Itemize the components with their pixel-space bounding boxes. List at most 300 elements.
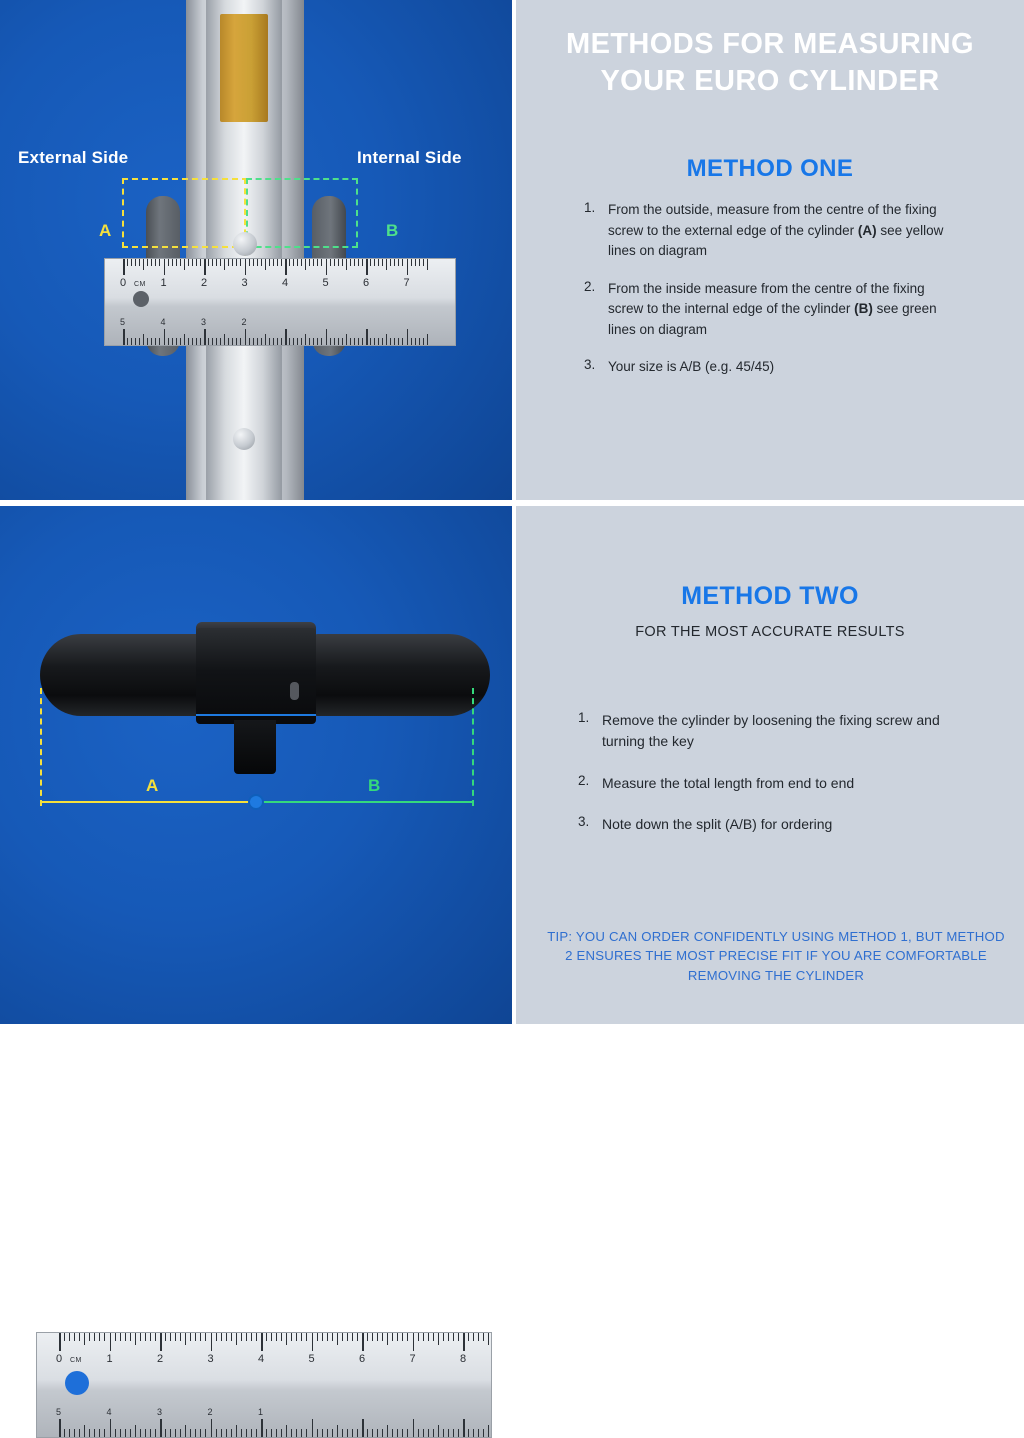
ruler-tick (367, 1429, 368, 1437)
ruler-tick (190, 1333, 191, 1341)
ruler-number: 4 (160, 317, 166, 327)
ruler-tick (301, 259, 302, 266)
ruler-tick (269, 338, 270, 345)
ruler-tick (458, 1333, 459, 1341)
ruler-tick (99, 1333, 100, 1341)
ruler-tick (285, 329, 287, 345)
ruler-tick (69, 1333, 70, 1341)
ruler-tick (366, 259, 368, 275)
ruler-tick (135, 259, 136, 266)
tip-text: TIP: YOU CAN ORDER CONFIDENTLY USING METHOD 1, BUT METHOD 2 ENSURES THE MOST PRECISE FIT IF YOU ARE COMFORTABLE REMOVING THE CYLINDER (547, 928, 1005, 984)
ruler-number: 1 (258, 1407, 264, 1417)
ruler-tick (266, 1333, 267, 1341)
ruler-tick (382, 1429, 383, 1437)
ruler-tick (204, 259, 206, 275)
ruler-tick (266, 1429, 267, 1437)
ruler-tick (236, 1333, 237, 1345)
measure-line-b (258, 801, 474, 803)
ruler-number: 2 (157, 1353, 164, 1365)
ruler-tick (261, 259, 262, 266)
ruler-tick (150, 1429, 151, 1437)
ruler-tick (367, 1333, 368, 1341)
ruler-tick (120, 1429, 121, 1437)
ruler-tick (127, 338, 128, 345)
ruler-tick (276, 1429, 277, 1437)
ruler-tick (74, 1333, 75, 1341)
ruler-tick (463, 1419, 465, 1437)
ruler-tick (358, 338, 359, 345)
cylinder-cam-highlight (196, 714, 316, 716)
step-number: 2. (578, 772, 590, 788)
ruler-tick (123, 329, 125, 345)
ruler-tick (127, 259, 128, 266)
ruler-tick (357, 1333, 358, 1341)
ruler-tick (334, 259, 335, 266)
ruler-tick (180, 1333, 181, 1341)
ruler-top-graphic (104, 258, 456, 346)
step-number: 3. (578, 813, 590, 829)
ruler-tick (362, 1419, 364, 1437)
ruler-number: 8 (460, 1353, 467, 1365)
measure-line-a (40, 801, 255, 803)
ruler-tick (200, 1429, 201, 1437)
ruler-tick (261, 338, 262, 345)
label-b-bottom: B (368, 776, 381, 795)
ruler-tick (305, 334, 306, 345)
ruler-unit-label: CM (134, 281, 146, 288)
ruler-tick (347, 1429, 348, 1437)
ruler-number: 4 (106, 1407, 112, 1417)
ruler-tick (407, 329, 409, 345)
label-external-side: External Side (18, 148, 129, 167)
ruler-tick (246, 1429, 247, 1437)
ruler-tick (195, 1429, 196, 1437)
panel-method-two-diagram (0, 506, 512, 1417)
ruler-tick (478, 1333, 479, 1341)
ruler-tick (453, 1333, 454, 1341)
ruler-tick (261, 1333, 263, 1351)
ruler-tick (180, 1429, 181, 1437)
ruler-tick (94, 1333, 95, 1341)
ruler-tick (438, 1333, 439, 1345)
ruler-tick (313, 259, 314, 266)
ruler-tick (273, 338, 274, 345)
ruler-tick (160, 1419, 162, 1437)
ruler-tick (196, 338, 197, 345)
ruler-tick (261, 1419, 263, 1437)
ruler-tick (226, 1333, 227, 1341)
ruler-tick (415, 259, 416, 266)
ruler-tick (347, 1333, 348, 1341)
ruler-tick (398, 259, 399, 266)
ruler-tick (245, 259, 247, 275)
ruler-tick (135, 338, 136, 345)
ruler-tick (286, 1333, 287, 1345)
label-a-bottom: A (146, 776, 159, 795)
ruler-tick (370, 338, 371, 345)
ruler-tick (110, 1419, 112, 1437)
ruler-tick (407, 259, 409, 275)
ruler-tick (170, 1429, 171, 1437)
ruler-tick (139, 338, 140, 345)
ruler-tick (483, 1333, 484, 1341)
ruler-number: 2 (241, 317, 247, 327)
ruler-tick (265, 259, 266, 270)
ruler-tick (190, 1429, 191, 1437)
step-text: From the outside, measure from the centre of the fixing screw to the external edge of the cylinder (A) see yellow lines on diagram (608, 202, 944, 259)
ruler-tick (64, 1429, 65, 1437)
step-text: From the inside measure from the centre of the fixing screw to the internal edge of the cylinder (B) see green lines on diagram (608, 280, 937, 337)
ruler-tick (281, 1429, 282, 1437)
ruler-tick (192, 338, 193, 345)
ruler-tick (463, 1333, 465, 1351)
ruler-tick (358, 259, 359, 266)
step-number: 1. (578, 710, 590, 725)
ruler-tick (332, 1429, 333, 1437)
ruler-tick (155, 259, 156, 266)
ruler-tick (224, 334, 225, 345)
ruler-tick (411, 259, 412, 266)
ruler-tick (443, 1333, 444, 1341)
ruler-tick (176, 259, 177, 266)
ruler-tick (281, 259, 282, 266)
ruler-tick (125, 1429, 126, 1437)
ruler-tick (337, 1425, 338, 1437)
ruler-tick (211, 1333, 213, 1351)
ruler-tick (212, 259, 213, 266)
ruler-tick (402, 259, 403, 266)
ruler-tick (155, 1333, 156, 1341)
measurement-box-a (122, 178, 248, 248)
ruler-tick (220, 259, 221, 266)
ruler-tick (257, 259, 258, 266)
ruler-tick (402, 1429, 403, 1437)
list-item (584, 200, 960, 262)
ruler-tick (205, 1333, 206, 1341)
cylinder-edge-marker-b (472, 688, 474, 806)
ruler-tick (253, 259, 254, 266)
ruler-tick (94, 1429, 95, 1437)
panel-method-two-text (516, 506, 1024, 1024)
ruler-tick (216, 259, 217, 266)
ruler-tick (205, 1429, 206, 1437)
ruler-tick (123, 259, 125, 275)
ruler-tick (289, 338, 290, 345)
ruler-tick (145, 1333, 146, 1341)
ruler-tick (208, 259, 209, 266)
ruler-tick (139, 259, 140, 266)
ruler-tick (277, 338, 278, 345)
ruler-tick (211, 1419, 213, 1437)
ruler-tick (130, 1333, 131, 1341)
ruler-tick (240, 338, 241, 345)
ruler-tick (305, 259, 306, 270)
ruler-tick (175, 1333, 176, 1341)
ruler-tick (382, 338, 383, 345)
ruler-tick (321, 259, 322, 266)
ruler-tick (382, 259, 383, 266)
ruler-tick (342, 338, 343, 345)
ruler-tick (228, 259, 229, 266)
ruler-tick (104, 1429, 105, 1437)
ruler-tick (309, 338, 310, 345)
ruler-tick (164, 259, 166, 275)
ruler-tick (200, 1333, 201, 1341)
ruler-tick (286, 1425, 287, 1437)
ruler-tick (185, 1333, 186, 1345)
lower-screw-icon (233, 428, 255, 450)
ruler-tick (277, 259, 278, 266)
ruler-tick (200, 338, 201, 345)
ruler-tick (249, 338, 250, 345)
ruler-number: 2 (201, 277, 208, 289)
ruler-tick (232, 338, 233, 345)
ruler-tick (130, 1429, 131, 1437)
ruler-tick (192, 259, 193, 266)
ruler-tick (79, 1333, 80, 1341)
ruler-number: 5 (308, 1353, 315, 1365)
ruler-tick (257, 338, 258, 345)
ruler-tick (59, 1333, 61, 1351)
ruler-tick (296, 1429, 297, 1437)
ruler-tick (176, 338, 177, 345)
ruler-tick (79, 1429, 80, 1437)
ruler-tick (241, 1333, 242, 1341)
ruler-number: 0 (120, 277, 127, 289)
method-two-subheading: FOR THE MOST ACCURATE RESULTS (635, 624, 905, 640)
ruler-tick (256, 1429, 257, 1437)
ruler-tick (313, 338, 314, 345)
ruler-tick (407, 1333, 408, 1341)
ruler-tick (386, 334, 387, 345)
ruler-tick (301, 1429, 302, 1437)
panel-method-one-diagram (0, 0, 512, 500)
ruler-tick (387, 1425, 388, 1437)
ruler-tick (448, 1429, 449, 1437)
ruler-tick (168, 259, 169, 266)
label-internal-side: Internal Side (357, 148, 462, 167)
ruler-number: 1 (106, 1353, 113, 1365)
ruler-tick (172, 259, 173, 266)
ruler-tick (433, 1333, 434, 1341)
cylinder-fixing-tab (234, 720, 276, 774)
ruler-tick (135, 1425, 136, 1437)
ruler-tick (352, 1333, 353, 1341)
ruler-tick (312, 1333, 314, 1351)
ruler-number: 3 (201, 317, 207, 327)
ruler-tick (140, 1429, 141, 1437)
ruler-tick (245, 329, 247, 345)
list-item (584, 279, 960, 341)
ruler-number: 5 (322, 277, 329, 289)
cylinder-edge-marker-a (40, 688, 42, 806)
ruler-number: 5 (56, 1407, 62, 1417)
ruler-tick (374, 338, 375, 345)
ruler-tick (143, 334, 144, 345)
ruler-unit-label: CM (70, 1357, 82, 1364)
ruler-tick (326, 329, 328, 345)
step-text: Measure the total length from end to end (602, 774, 855, 791)
ruler-tick (84, 1333, 85, 1345)
ruler-tick (413, 1419, 415, 1437)
ruler-tick (443, 1429, 444, 1437)
ruler-tick (473, 1429, 474, 1437)
ruler-tick (216, 338, 217, 345)
ruler-tick (407, 1429, 408, 1437)
method-two-heading: METHOD TWO (681, 582, 859, 610)
ruler-tick (276, 1333, 277, 1341)
ruler-tick (301, 1333, 302, 1341)
ruler-tick (382, 1333, 383, 1341)
ruler-tick (285, 259, 287, 275)
ruler-tick (164, 329, 166, 345)
ruler-tick (338, 259, 339, 266)
ruler-tick (145, 1429, 146, 1437)
ruler-tick (418, 1333, 419, 1341)
ruler-tick (170, 1333, 171, 1341)
ruler-tick (271, 1429, 272, 1437)
ruler-tick (350, 259, 351, 266)
ruler-tick (184, 334, 185, 345)
ruler-tick (281, 1333, 282, 1341)
ruler-tick (216, 1333, 217, 1341)
ruler-tick (104, 1333, 105, 1341)
ruler-number: 2 (207, 1407, 213, 1417)
ruler-tick (196, 259, 197, 266)
ruler-tick (110, 1333, 112, 1351)
ruler-tick (228, 338, 229, 345)
ruler-tick (59, 1419, 61, 1437)
ruler-tick (438, 1425, 439, 1437)
ruler-tick (89, 1429, 90, 1437)
ruler-tick (188, 259, 189, 266)
ruler-tick (251, 1429, 252, 1437)
ruler-tick (125, 1333, 126, 1341)
ruler-number: 7 (409, 1353, 416, 1365)
ruler-tick (273, 259, 274, 266)
ruler-tick (483, 1429, 484, 1437)
page-title-line2: YOUR EURO CYLINDER (600, 65, 940, 98)
ruler-tick (291, 1333, 292, 1341)
ruler-hole-icon (65, 1371, 89, 1395)
ruler-tick (478, 1429, 479, 1437)
ruler-tick (301, 338, 302, 345)
ruler-tick (468, 1333, 469, 1341)
ruler-tick (281, 338, 282, 345)
ruler-tick (419, 259, 420, 266)
ruler-tick (423, 338, 424, 345)
ruler-tick (135, 1333, 136, 1345)
keyhole-icon (290, 682, 299, 700)
ruler-tick (428, 1429, 429, 1437)
ruler-tick (346, 334, 347, 345)
ruler-tick (423, 1333, 424, 1341)
ruler-tick (398, 338, 399, 345)
ruler-tick (246, 1333, 247, 1341)
ruler-tick (327, 1429, 328, 1437)
ruler-tick (342, 1429, 343, 1437)
ruler-tick (269, 259, 270, 266)
ruler-tick (346, 259, 347, 270)
ruler-tick (150, 1333, 151, 1341)
ruler-number: 3 (241, 277, 248, 289)
ruler-tick (204, 329, 206, 345)
ruler-tick (200, 259, 201, 266)
ruler-tick (397, 1333, 398, 1341)
ruler-tick (362, 338, 363, 345)
page-title-line1: METHODS FOR MEASURING (566, 28, 974, 60)
ruler-tick (195, 1333, 196, 1341)
ruler-tick (208, 338, 209, 345)
ruler-tick (265, 334, 266, 345)
ruler-tick (69, 1429, 70, 1437)
ruler-tick (378, 338, 379, 345)
ruler-tick (165, 1333, 166, 1341)
ruler-tick (249, 259, 250, 266)
ruler-tick (120, 1333, 121, 1341)
ruler-tick (317, 338, 318, 345)
ruler-bottom-graphic (36, 1332, 492, 1438)
ruler-tick (160, 1333, 162, 1351)
ruler-number: 7 (403, 277, 410, 289)
ruler-tick (240, 259, 241, 266)
step-text: Note down the split (A/B) for ordering (602, 815, 833, 832)
ruler-tick (337, 1333, 338, 1345)
ruler-number: 4 (282, 277, 289, 289)
ruler-tick (330, 259, 331, 266)
ruler-tick (354, 259, 355, 266)
ruler-tick (140, 1333, 141, 1341)
ruler-tick (159, 338, 160, 345)
ruler-tick (372, 1429, 373, 1437)
ruler-tick (232, 259, 233, 266)
ruler-tick (143, 259, 144, 270)
step-text: Remove the cylinder by loosening the fixing screw and turning the key (602, 712, 940, 750)
ruler-tick (413, 1333, 415, 1351)
ruler-number: 5 (120, 317, 126, 327)
ruler-tick (418, 1429, 419, 1437)
ruler-tick (312, 1419, 314, 1437)
ruler-tick (386, 259, 387, 270)
ruler-tick (84, 1425, 85, 1437)
ruler-tick (377, 1429, 378, 1437)
ruler-tick (322, 1333, 323, 1341)
ruler-tick (236, 1425, 237, 1437)
ruler-tick (306, 1333, 307, 1341)
ruler-number: 6 (363, 277, 370, 289)
ruler-tick (473, 1333, 474, 1341)
ruler-tick (378, 259, 379, 266)
ruler-tick (293, 259, 294, 266)
ruler-tick (159, 259, 160, 266)
ruler-tick (221, 1333, 222, 1341)
ruler-tick (180, 338, 181, 345)
measurement-box-b (246, 178, 358, 248)
ruler-number: 1 (160, 277, 167, 289)
ruler-tick (297, 338, 298, 345)
ruler-tick (131, 338, 132, 345)
ruler-tick (362, 1333, 364, 1351)
ruler-tick (165, 1429, 166, 1437)
ruler-tick (394, 338, 395, 345)
ruler-tick (306, 1429, 307, 1437)
ruler-tick (419, 338, 420, 345)
label-b-top: B (386, 221, 399, 240)
ruler-tick (74, 1429, 75, 1437)
ruler-tick (253, 338, 254, 345)
ruler-tick (184, 259, 185, 270)
ruler-tick (448, 1333, 449, 1341)
